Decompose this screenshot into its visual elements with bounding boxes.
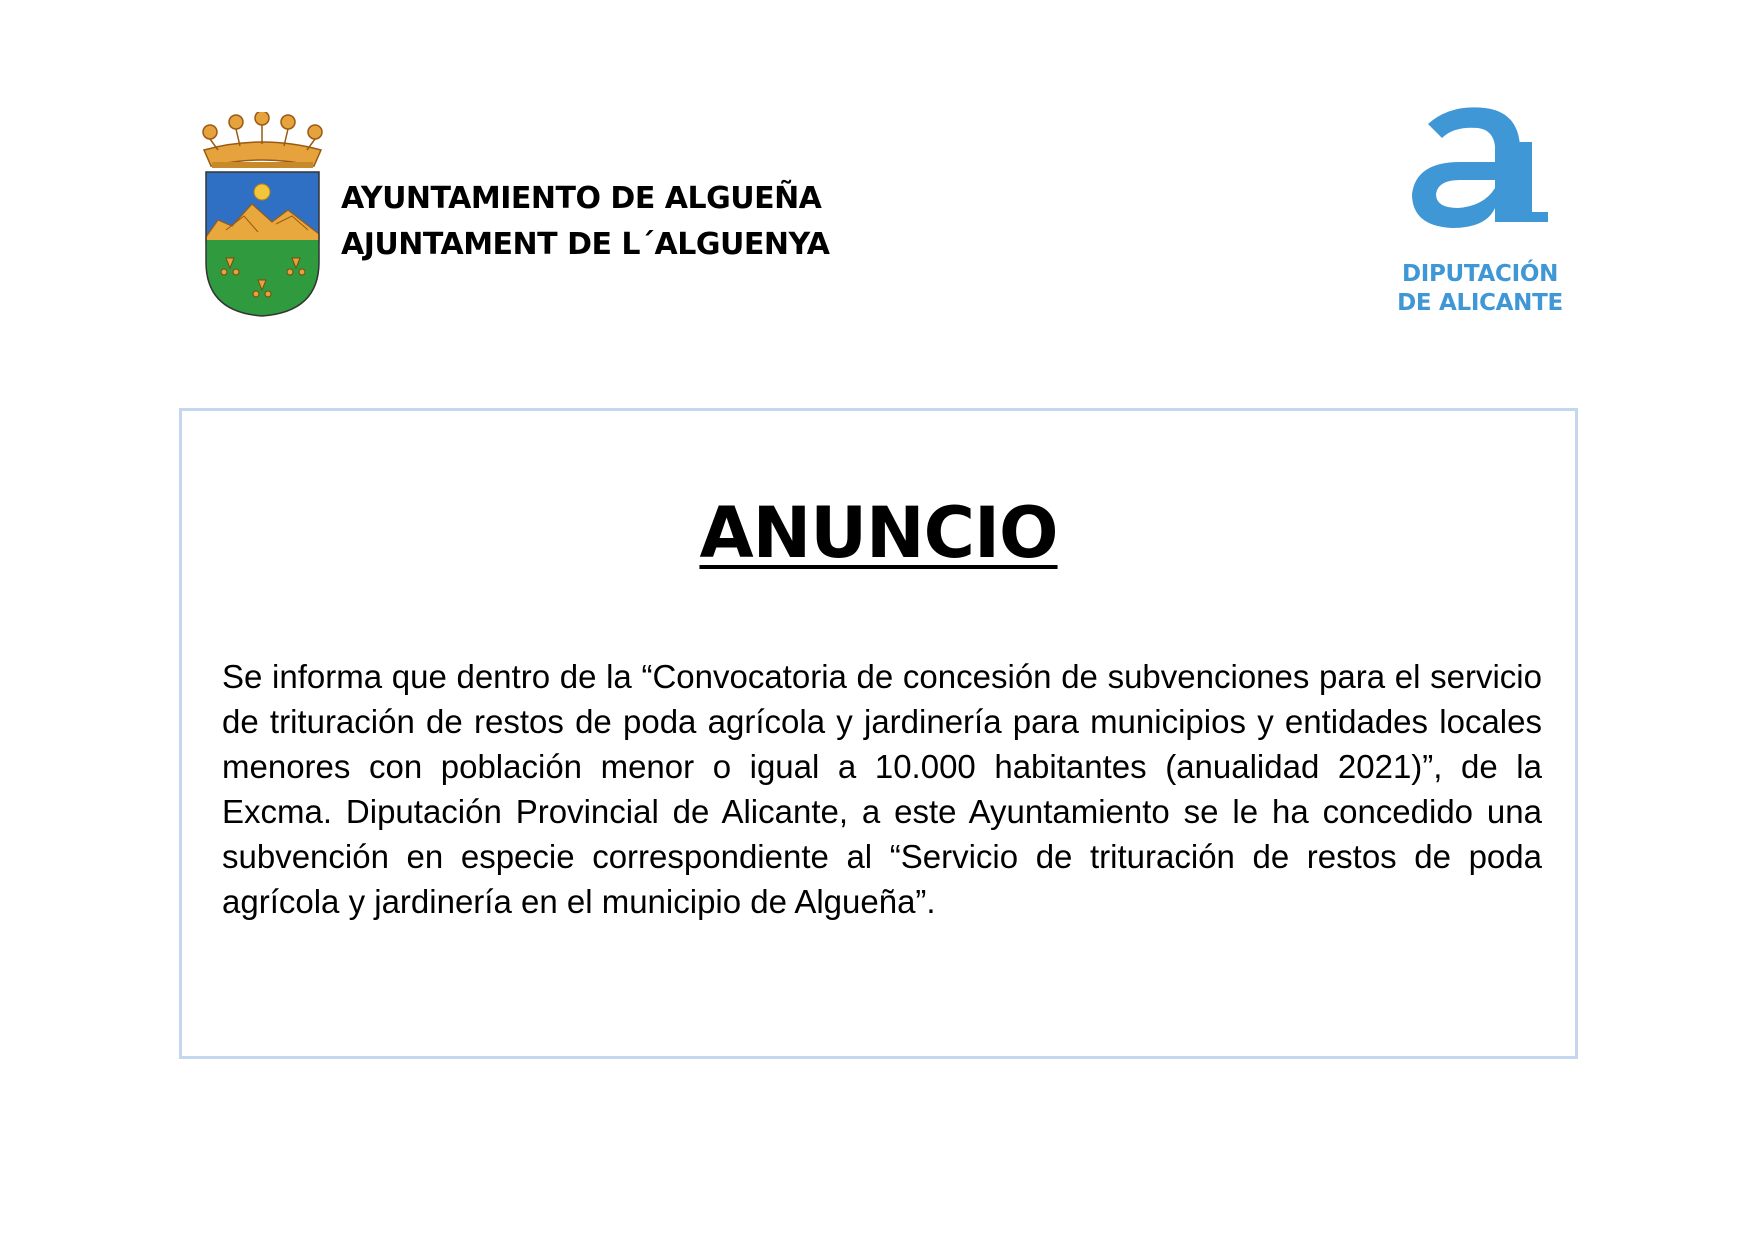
coat-of-arms-icon xyxy=(196,112,329,320)
diputacion-logo-text xyxy=(1390,260,1570,318)
diputacion-logo xyxy=(1390,104,1570,320)
notice-title-text: ANUNCIO xyxy=(699,492,1058,574)
municipality-name-es: AYUNTAMIENTO DE ALGUEÑA xyxy=(341,181,822,216)
diputacion-logo-line1: DIPUTACIÓN xyxy=(1401,261,1559,287)
diputacion-logo-line2: DE ALICANTE xyxy=(1397,290,1563,316)
diputacion-a-logo-icon xyxy=(1390,104,1570,254)
municipality-name-va: AJUNTAMENT DE L´ALGUENYA xyxy=(341,227,830,262)
notice-body: Se informa que dentro de la “Convocatoria de concesión de subvenciones para el servicio de trituración de restos de poda agrícola y jardinería para municipios y entidades locales menores con población menor o igual a 10.000 habitantes (anualidad 2021)”, de la Excma. Diputación Provincial de Alicante, a este Ayuntamiento se le ha concedido una subvención en especie correspondiente al “Servicio de trituración de restos de poda agrícola y jardinería en el municipio de Algueña”. xyxy=(222,658,1542,920)
municipality-header xyxy=(341,176,830,268)
notice-title xyxy=(182,491,1575,575)
notice-box xyxy=(179,408,1578,1059)
